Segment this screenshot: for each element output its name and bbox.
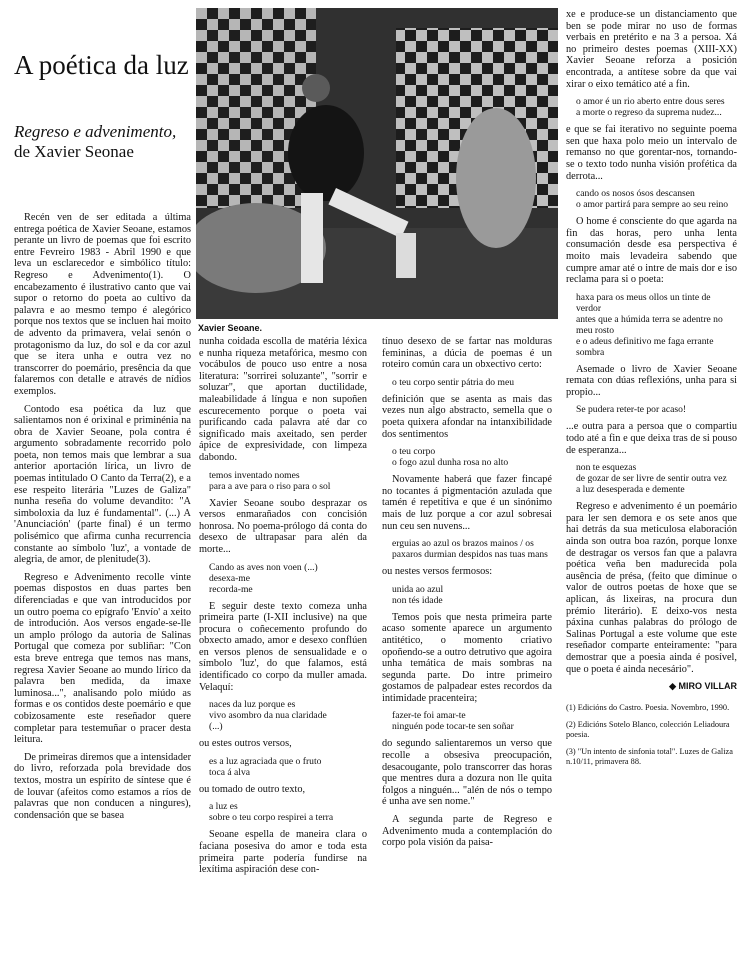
paragraph: Regreso e Advenimento recolle vinte poemas dispostos en duas partes ben diferenciadas e que van introducidos por un outro poema co epígrafo 'Envío' a xeito de introdución. Aos versos engade-se-lle un amplo prólogo da autoria de Salinas Portugal que comeza por subliñar: "Con esta breve entrega que temos nas mans, regresa Xavier Seoane ao mundo lírico da palavra ben medida, da imaxe luminosa...", analisando polo miúdo as formas e os contidos deste poemário e que cobizosamente este reseñador quere completar para testemuñar o pracer desta leitura. [14,571,191,746]
verse-line: fazer-te foi amar-te [392,710,466,722]
verse-line: a luz desesperada e demente [576,484,685,496]
verse-line: para a ave para o riso para o sol [209,480,331,492]
verse-quote [392,446,552,468]
verse-quote [576,188,737,210]
photo-illustration [196,8,558,319]
verse-line: non te esquezas [576,462,637,474]
verse-line: o amor partirá para sempre ao seu reino [576,199,729,211]
verse-line: es a luz agraciada que o fruto [209,755,322,767]
paragraph: Temos pois que nesta primeira parte acaso somente aparece un argumento antitético, o momento criativo opoñendo-se a outro detrutivo que agoira unha temática de mais sombras na segunda parte. Do intre primeiro gostamos de palpadear estes recordos da intimidade pracenteira; [382,611,552,704]
verse-quote [392,538,552,560]
paragraph: De primeiras diremos que a intensidader do livro, reforzada pola brevidade dos textos, mostra un espírito de síntese que é de louvar (afeitos como estamos a ríos de palavras que non conducen a ningures), condensación que se basea [14,751,191,821]
column-3 [382,336,552,855]
verse-line: cando os nosos ósos descansen [576,188,695,200]
verse-quote [209,801,367,823]
footnote: (2) Edicións Sotelo Blanco, colección Leliadoura poesia. [566,720,730,739]
article-title: A poética da luz [14,50,189,80]
footnote: (1) Edicións do Castro. Poesia. Novembro, 1990. [566,702,730,712]
verse-quote [392,710,552,732]
paragraph: do segundo salientaremos un verso que recolle a obsesiva preocupación, desacougante, polo transcorrer das horas que mentres dura a dozura non lle quita folgos a ninguén... "alén de nós o tempo é unha ave sen nome." [382,738,552,808]
verse-line: sobre o teu corpo respirei a terra [209,812,334,824]
paragraph: nunha coidada escolla de matéria léxica e nunha riqueza metafórica, mesmo con vocábulos de pouco uso entre a nosa literatura: "sorrirei soluzante", "sorrir e soluzar", que aportan ductilidade, maleabilidade á língua e non supoñen escurecemento porque o poeta vai purificando cada palavra até dar co significado mais axeitado, sen perder ápice de expresividade, con limpeza dabondo. [199,336,367,463]
verse-line: unida ao azul [392,583,444,595]
paragraph: Seoane espella de maneira clara o faciana posesiva do amor e toda esta primeira parte podería fundirse na lexítima aspiración dese con- [199,829,367,876]
paragraph: Recén ven de ser editada a última entrega poética de Xavier Seoane, estamos perante un livro de poemas que foi escrito entre Fevreiro 1983 - Abril 1990 e que leva un esclarecedor e simbólico título: Regreso e Advenimento(1). O encabezamento é ilustrativo canto que vai supor o retorno do poeta ao cultivo da palavra e ao mesmo tempo é alegórico porque nos textos que se incluen hai moito de advento da primavera, velai senón o protagonismo da luz, do sol e da cor azul que se itera unha e outra vez no transcorrer do poemário, presência da que falaremos con detalle e através de nídios exemplos. [14,212,191,397]
paragraph: ou estes outros versos, [199,738,292,750]
verse-quote [576,404,737,415]
paragraph: A segunda parte de Regreso e Advenimento muda a contemplación do corpo pola visión da paisa- [382,814,552,849]
verse-line: ninguén pode tocar-te sen soñar [392,721,514,733]
verse-line: toca á alva [209,766,251,778]
verse-line: haxa para os meus ollos un tinte de verdor [576,291,711,314]
verse-quote [392,377,552,388]
verse-line: o teu corpo [392,446,436,458]
paragraph: Regreso e advenimento é un poemário para ler sen demora e os sete anos que hai detrás da sua meticulosa elaboración ainda son outra boa razón, porque lonxe de destragar os versos fan que a palavra poética veña ben madurecida pola ausência de présa, (feito que diminue o valor de outros poetas de hoxe que se aplican, ás lixeiras, na procura dun prémio literário). E deixo-vos nesta páxina cunhas palabras do prólogo de Salinas Portugal a este volume que este reseñador comparte enteiramente: "para demostrar que a poesia ainda é posível, que o poeta é ainda necesário". [566,501,737,675]
verse-line: recorda-me [209,583,253,595]
subtitle-book: Regreso e advenimento, [14,122,177,141]
paragraph: Xavier Seoane soubo desprazar os versos enmarañados con concisión honrosa. No poema-prólogo dá conta do desexo de ultrapasar para alén da morte... [199,497,367,555]
paragraph: E seguir deste texto comeza unha primeira parte (I-XII inclusive) na que procura o coñecemento profundo do obxecto amado, amor e desexo conflúen en versos plenos de sensualidade e o símbolo 'luz', do que falamos, está identificado co corpo da muller amada. Velaquí: [199,600,367,693]
column-1 [14,212,191,827]
verse-quote [209,562,367,595]
verse-line: naces da luz porque es [209,699,296,711]
verse-line: desexa-me [209,572,251,584]
verse-quote [576,462,737,495]
verse-line: Cando as aves non voen (...) [209,561,318,573]
author-signature [566,681,737,693]
paragraph: O home é consciente do que agarda na fin das horas, pero unha lenta consumación desde esa perspectiva é moito mais levadeira sabendo que cumpre amar até o intre de mais dor e iso reclama para si o poeta: [566,216,737,286]
diamond-icon: ◆ [669,681,679,692]
article-subtitle [14,122,194,162]
verse-line: de gozar de ser livre de sentir outra vez [576,473,727,485]
verse-quote [209,470,367,492]
verse-line: o teu corpo sentir pátria do meu [392,376,515,388]
verse-quote [576,292,737,358]
verse-line: vivo asombro da nua claridade [209,710,327,722]
paragraph: e que se fai iterativo no seguinte poema sen que haxa polo meio un intervalo de remanso no que gorentar-nos, tornando-se o texto todo nunha visión profética da derrota... [566,124,737,182]
verse-line: non tés idade [392,594,443,606]
verse-quote [209,699,367,732]
paragraph: ...e outra para a persoa que o compartiu todo até a fin e que deixa tras de si pouso de esperanza... [566,421,737,456]
signature-text: MIRO VILLAR [678,681,737,692]
paragraph: Contodo esa poética da luz que salientamos non é orixinal e priminénia na obra de Xavier Seoane, pola contra é argumento sobradamente recorrido polo poeta, non temos mais que lembrar a sua anterior aportación lírica, un livro de poemas intitulado O Canto da Terra(2), e a ese respeito literária "Luzes de Galiza" nunha reseña do volume devandito: "A simboloxia da luz é fundamental". (...) A 'Anunciación' (parte final) é un termo polisémico que afirma cunha recurrencia constante ao símbolo 'luz', a vontade de alegria, de amor, de plenitude(3). [14,403,191,566]
verse-quote [209,756,367,778]
paragraph: ou tomado de outro texto, [199,783,306,795]
paragraph: tínuo desexo de se fartar nas molduras femininas, a dúcia de poemas é un roteiro común cara un obxectivo certo: [382,336,552,371]
column-2 [199,336,367,882]
footnote: (3) "Un intento de sinfonia total". Luzes de Galiza n.10/11, primavera 88. [566,747,733,766]
verse-line: o amor é un rio aberto entre dous seres [576,96,725,108]
verse-line: o fogo azul dunha rosa no alto [392,457,509,469]
verse-line: Se pudera reter-te por acaso! [576,404,687,416]
subtitle-author: de Xavier Seonae [14,142,134,161]
paragraph: Novamente haberá que fazer fincapé no tocantes á pigmentación azulada que tamén é repetitiva e que é un sinónimo mais de luz porque a cor azul sobresai nun ceu sen nuvens... [382,474,552,532]
verse-line: antes que a húmida terra se adentre no meu rosto [576,313,723,336]
paragraph: xe e produce-se un distanciamento que ben se pode mirar no uso de formas verbais en pretérito e na 3 a persoa. Xá no primeiro destes poemas (XIII-XX) Xavier Seoane reforza a posición encontrada, a antítese sobre da que vai xirar o eixo temático até a fin. [566,9,737,90]
author-photo [196,8,558,319]
column-4 [566,9,737,774]
verse-line: a morte o regreso da suprema nudez... [576,107,722,119]
verse-line: temos inventado nomes [209,469,300,481]
verse-line: (...) [209,721,223,733]
verse-quote [576,96,737,118]
paragraph: ou nestes versos fermosos: [382,566,493,578]
paragraph: Asemade o livro de Xavier Seoane remata con dúas reflexións, unha para si propio... [566,363,737,398]
verse-quote [392,584,552,606]
verse-line: erguias ao azul os brazos mainos / os paxaros durmian despidos nas tuas mans [392,538,548,561]
verse-line: e o adeus definitivo me faga errante sombra [576,335,714,358]
photo-caption: Xavier Seoane. [198,323,263,333]
verse-line: a luz es [209,801,238,813]
paragraph: definición que se asenta as mais das vezes nun algo abstracto, semella que o poeta quixera afondar na intanxibilidade dos sentimentos [382,393,552,440]
